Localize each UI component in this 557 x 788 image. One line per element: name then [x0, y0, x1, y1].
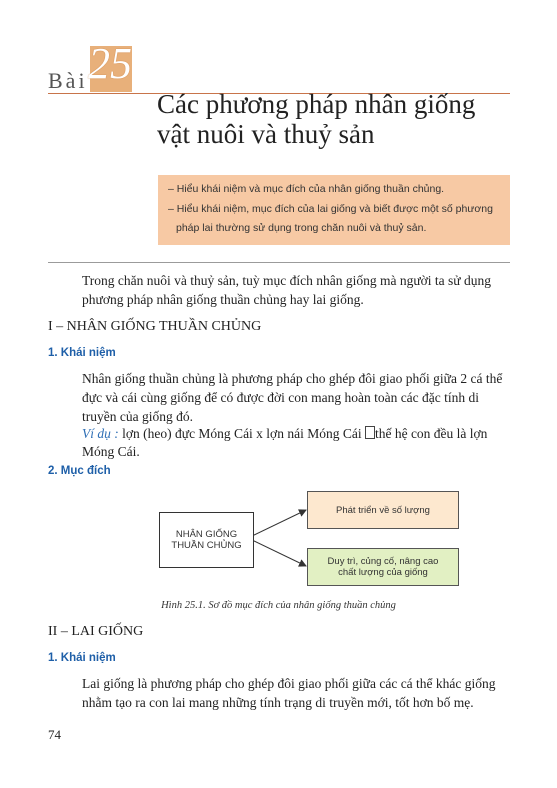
concept-line-2: đực và cái cùng giống để có được đời con mang hoàn toàn các đặc tính di [82, 390, 480, 405]
objective-1: – Hiểu khái niệm và mục đích của nhân giống thuần chủng. [168, 183, 445, 195]
example-text: lợn (heo) đực Móng Cái x lợn nái Móng Cái [118, 426, 365, 441]
crossbreed-line-2: nhằm tạo ra con lai mang những tính trạng di truyền mới, tốt hơn bố mẹ. [82, 695, 474, 710]
lesson-word: Bài [48, 68, 88, 93]
target-2-label-line-2: chất lượng của giống [338, 567, 428, 578]
objective-2: – Hiểu khái niệm, mục đích của lai giống và biết được một số phương [168, 203, 493, 215]
example-label: Ví dụ : [82, 426, 119, 441]
concept-line-3: truyền của giống đó. [82, 409, 193, 424]
section-1-heading: I – NHÂN GIỐNG THUẦN CHỦNG [48, 319, 262, 334]
diagram-source-box [159, 512, 254, 568]
source-label-line-1: NHÂN GIỐNG [175, 529, 238, 540]
section-2-sub1-heading: 1. Khái niệm [48, 652, 116, 664]
section-1-sub1-heading: 1. Khái niệm [48, 347, 116, 359]
page-number: 74 [48, 727, 61, 742]
title-line-1: Các phương pháp nhân giống [157, 89, 476, 119]
arrow-to-target-2 [252, 540, 306, 566]
section-2-heading: II – LAI GIỐNG [48, 624, 144, 639]
target-2-label-line-1: Duy trì, củng cố, nâng cao [327, 556, 439, 567]
arrow-to-target-1 [252, 510, 306, 536]
title-line-2: vật nuôi và thuỷ sản [157, 119, 375, 149]
lesson-number: 25 [88, 39, 132, 88]
objective-2-cont: pháp lai thường sử dụng trong chăn nuôi và thuỷ sản. [176, 222, 427, 234]
target-1-label: Phát triển về số lượng [336, 504, 430, 516]
diagram-target-2 [307, 548, 459, 586]
intro-line-2: phương pháp nhân giống thuần chủng hay lai giống. [82, 292, 364, 307]
example-text-2: thế hệ con đều là lợn [374, 426, 488, 441]
example-line-2: Móng Cái. [82, 444, 140, 459]
source-label-line-2: THUẦN CHỦNG [171, 540, 242, 551]
diagram-target-1 [307, 491, 459, 529]
figure-caption: Hình 25.1. Sơ đồ mục đích của nhân giống thuần chủng [161, 600, 396, 611]
crossbreed-line-1: Lai giống là phương pháp cho ghép đôi giao phối giữa các cá thể khác giống [82, 676, 496, 691]
concept-line-1: Nhân giống thuần chủng là phương pháp cho ghép đôi giao phối giữa 2 cá thể [82, 371, 503, 386]
section-1-sub2-heading: 2. Mục đích [48, 465, 111, 477]
intro-line-1: Trong chăn nuôi và thuỷ sản, tuỳ mục đích nhân giống mà người ta sử dụng [82, 273, 491, 288]
